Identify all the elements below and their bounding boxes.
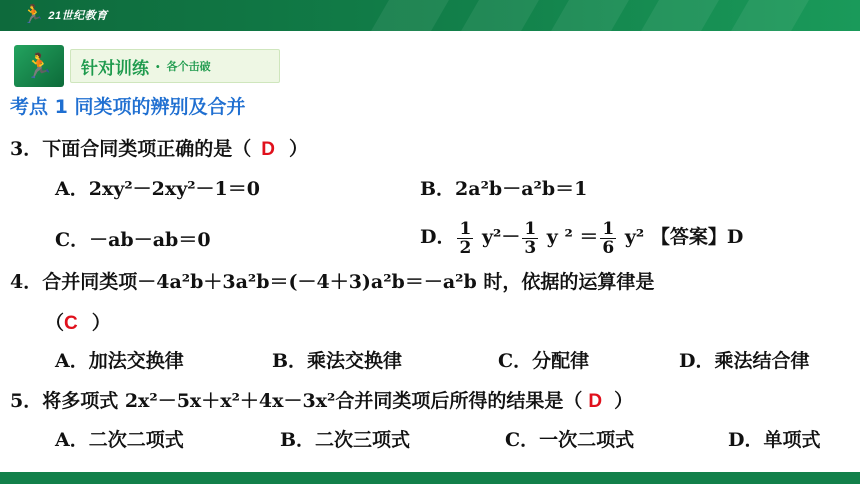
- topic-heading: 考点 1 同类项的辨别及合并: [10, 96, 246, 118]
- fraction: $\frac{1}{2}$: [459, 218, 472, 258]
- question-5-answer: D: [588, 391, 603, 412]
- question-3-option-a: A．2xy²－2xy²－1＝0: [55, 178, 261, 200]
- runner-icon: 🏃: [22, 4, 45, 25]
- question-5-option-d: D．单项式: [728, 429, 821, 451]
- question-4-option-d: D．乘法结合律: [679, 350, 810, 372]
- question-5: 5．将多项式 2x²－5x＋x²＋4x－3x²合并同类项后所得的结果是（ D ）: [10, 390, 634, 412]
- question-4-option-a: A．加法交换律: [55, 350, 184, 372]
- question-3-option-c: C．－ab－ab＝0: [55, 229, 211, 251]
- question-5-stem: 5．将多项式 2x²－5x＋x²＋4x－3x²合并同类项后所得的结果是（: [10, 390, 583, 412]
- question-3-stem: 3．下面合同类项正确的是（: [10, 138, 252, 160]
- question-4-option-c: C．分配律: [498, 350, 590, 372]
- fraction: $\frac{1}{6}$: [602, 218, 615, 258]
- section-subtitle: 各个击破: [166, 60, 211, 73]
- runner-cube-icon: 🏃: [14, 45, 64, 87]
- question-4-stem: 4．合并同类项－4a²b＋3a²b＝(－4＋3)a²b＝－a²b 时，依据的运算律是: [10, 271, 655, 293]
- question-3: 3．下面合同类项正确的是（ D ）: [10, 138, 308, 160]
- top-banner: [0, 0, 860, 31]
- fraction: $\frac{1}{3}$: [524, 218, 537, 258]
- question-5-option-c: C．一次二项式: [505, 429, 635, 451]
- question-5-option-a: A．二次二项式: [55, 429, 184, 451]
- bottom-bar: [0, 472, 860, 484]
- question-4-answer: C: [64, 313, 78, 334]
- question-3-answer: D: [261, 139, 275, 160]
- question-4-option-b: B．乘法交换律: [272, 350, 403, 372]
- question-5-option-b: B．二次三项式: [280, 429, 411, 451]
- question-3-option-b: B．2a²b－a²b＝1: [420, 178, 588, 200]
- site-logo: 🏃 21世纪教育: [22, 4, 108, 25]
- question-3-option-d: D． $\frac{1}{2}$ y²－ $\frac{1}{3}$ y ² ＝ $\frac{1}{6}$ y² 【答案】D: [420, 218, 744, 258]
- question-4-answer-line: （C ）: [45, 312, 111, 334]
- section-title: 针对训练: [81, 58, 149, 79]
- section-label: 针对训练 · 各个击破: [70, 49, 280, 83]
- section-banner: [14, 45, 276, 87]
